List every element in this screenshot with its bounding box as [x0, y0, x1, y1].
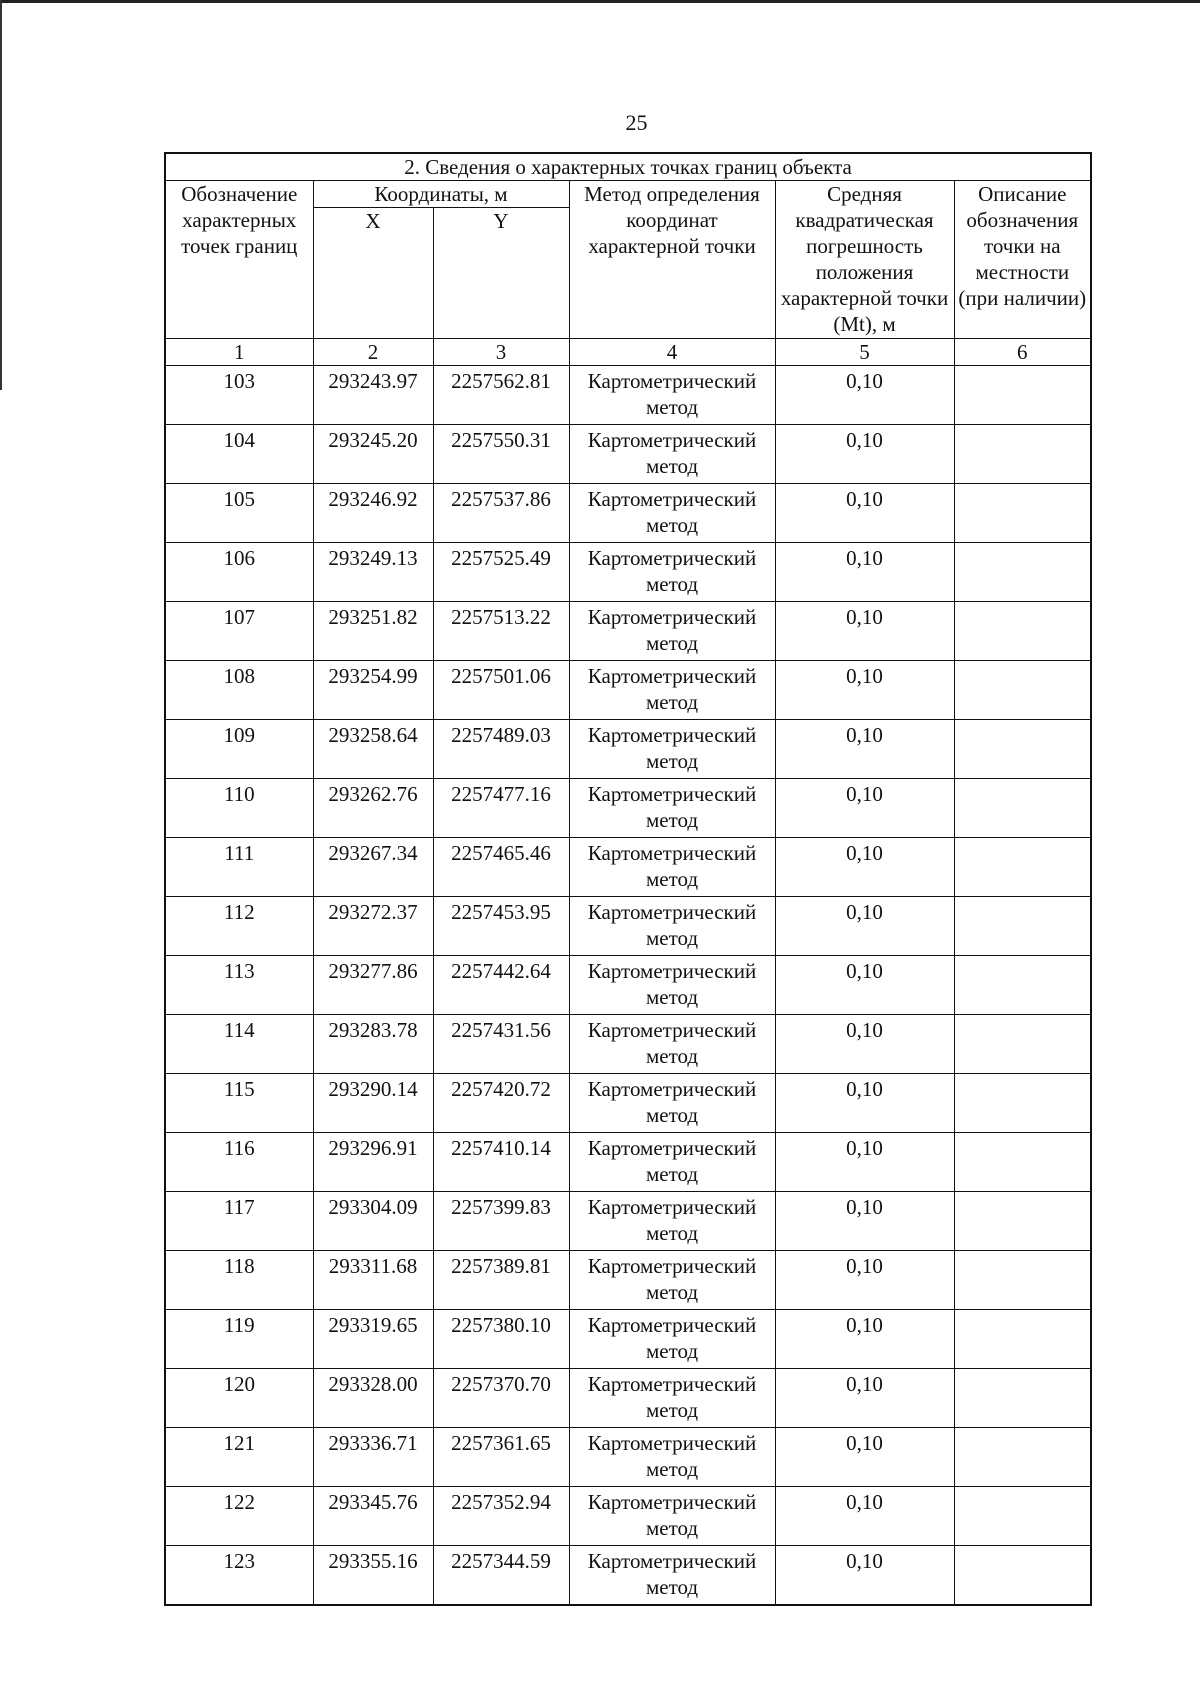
error-cell: 0,10 — [775, 897, 954, 956]
x-coordinate-cell: 293355.16 — [313, 1546, 433, 1606]
point-cell: 119 — [165, 1310, 313, 1369]
method-cell: Картометрический метод — [569, 779, 775, 838]
description-cell — [954, 366, 1091, 425]
y-coordinate-cell: 2257352.94 — [433, 1487, 569, 1546]
description-cell — [954, 1369, 1091, 1428]
method-cell: Картометрический метод — [569, 1133, 775, 1192]
x-coordinate-cell: 293304.09 — [313, 1192, 433, 1251]
description-cell — [954, 720, 1091, 779]
table-row — [165, 1074, 1091, 1133]
method-cell: Картометрический метод — [569, 956, 775, 1015]
x-coordinate-cell: 293251.82 — [313, 602, 433, 661]
point-cell: 106 — [165, 543, 313, 602]
y-coordinate-cell: 2257477.16 — [433, 779, 569, 838]
boundary-points-table — [164, 152, 1092, 1606]
header-point: Обозначение характерных точек границ — [165, 181, 313, 339]
error-cell: 0,10 — [775, 779, 954, 838]
description-cell — [954, 1546, 1091, 1606]
description-cell — [954, 1428, 1091, 1487]
method-cell: Картометрический метод — [569, 425, 775, 484]
y-coordinate-cell: 2257420.72 — [433, 1074, 569, 1133]
y-coordinate-cell: 2257501.06 — [433, 661, 569, 720]
column-number: 2 — [313, 339, 433, 366]
column-number: 1 — [165, 339, 313, 366]
table-row — [165, 1251, 1091, 1310]
description-cell — [954, 1310, 1091, 1369]
x-coordinate-cell: 293283.78 — [313, 1015, 433, 1074]
method-cell: Картометрический метод — [569, 1546, 775, 1606]
method-cell: Картометрический метод — [569, 366, 775, 425]
y-coordinate-cell: 2257361.65 — [433, 1428, 569, 1487]
description-cell — [954, 838, 1091, 897]
method-cell: Картометрический метод — [569, 661, 775, 720]
point-cell: 118 — [165, 1251, 313, 1310]
y-coordinate-cell: 2257513.22 — [433, 602, 569, 661]
x-coordinate-cell: 293243.97 — [313, 366, 433, 425]
method-cell: Картометрический метод — [569, 1369, 775, 1428]
error-cell: 0,10 — [775, 1015, 954, 1074]
x-coordinate-cell: 293245.20 — [313, 425, 433, 484]
error-cell: 0,10 — [775, 366, 954, 425]
y-coordinate-cell: 2257442.64 — [433, 956, 569, 1015]
x-coordinate-cell: 293319.65 — [313, 1310, 433, 1369]
method-cell: Картометрический метод — [569, 1015, 775, 1074]
method-cell: Картометрический метод — [569, 1251, 775, 1310]
method-cell: Картометрический метод — [569, 1487, 775, 1546]
x-coordinate-cell: 293267.34 — [313, 838, 433, 897]
column-number: 4 — [569, 339, 775, 366]
point-cell: 114 — [165, 1015, 313, 1074]
method-cell: Картометрический метод — [569, 1428, 775, 1487]
error-cell: 0,10 — [775, 1133, 954, 1192]
x-coordinate-cell: 293296.91 — [313, 1133, 433, 1192]
x-coordinate-cell: 293258.64 — [313, 720, 433, 779]
table-row — [165, 1369, 1091, 1428]
header-description: Описание обозначения точки на местности (при наличии) — [954, 181, 1091, 339]
description-cell — [954, 1192, 1091, 1251]
point-cell: 113 — [165, 956, 313, 1015]
header-method: Метод определения координат характерной точки — [569, 181, 775, 339]
error-cell: 0,10 — [775, 543, 954, 602]
y-coordinate-cell: 2257537.86 — [433, 484, 569, 543]
point-cell: 123 — [165, 1546, 313, 1606]
point-cell: 108 — [165, 661, 313, 720]
error-cell: 0,10 — [775, 838, 954, 897]
description-cell — [954, 602, 1091, 661]
error-cell: 0,10 — [775, 1546, 954, 1606]
y-coordinate-cell: 2257410.14 — [433, 1133, 569, 1192]
point-cell: 107 — [165, 602, 313, 661]
y-coordinate-cell: 2257550.31 — [433, 425, 569, 484]
description-cell — [954, 425, 1091, 484]
description-cell — [954, 897, 1091, 956]
table-row — [165, 543, 1091, 602]
column-number: 3 — [433, 339, 569, 366]
scan-border-top — [0, 0, 1200, 3]
page-number: 25 — [625, 110, 648, 135]
header-coords: Координаты, м — [313, 181, 569, 208]
method-cell: Картометрический метод — [569, 897, 775, 956]
point-cell: 111 — [165, 838, 313, 897]
table-row — [165, 1192, 1091, 1251]
description-cell — [954, 779, 1091, 838]
header-y: Y — [433, 208, 569, 339]
error-cell: 0,10 — [775, 1428, 954, 1487]
description-cell — [954, 661, 1091, 720]
description-cell — [954, 543, 1091, 602]
description-cell — [954, 1015, 1091, 1074]
point-cell: 103 — [165, 366, 313, 425]
description-cell — [954, 484, 1091, 543]
point-cell: 116 — [165, 1133, 313, 1192]
x-coordinate-cell: 293249.13 — [313, 543, 433, 602]
point-cell: 112 — [165, 897, 313, 956]
x-coordinate-cell: 293290.14 — [313, 1074, 433, 1133]
table-row — [165, 1546, 1091, 1606]
y-coordinate-cell: 2257389.81 — [433, 1251, 569, 1310]
x-coordinate-cell: 293336.71 — [313, 1428, 433, 1487]
point-cell: 115 — [165, 1074, 313, 1133]
method-cell: Картометрический метод — [569, 838, 775, 897]
table-row — [165, 1487, 1091, 1546]
y-coordinate-cell: 2257465.46 — [433, 838, 569, 897]
x-coordinate-cell: 293328.00 — [313, 1369, 433, 1428]
table-row — [165, 779, 1091, 838]
header-x: X — [313, 208, 433, 339]
column-number: 6 — [954, 339, 1091, 366]
x-coordinate-cell: 293262.76 — [313, 779, 433, 838]
y-coordinate-cell: 2257370.70 — [433, 1369, 569, 1428]
error-cell: 0,10 — [775, 1369, 954, 1428]
method-cell: Картометрический метод — [569, 1192, 775, 1251]
y-coordinate-cell: 2257489.03 — [433, 720, 569, 779]
y-coordinate-cell: 2257380.10 — [433, 1310, 569, 1369]
point-cell: 109 — [165, 720, 313, 779]
table-row — [165, 425, 1091, 484]
method-cell: Картометрический метод — [569, 720, 775, 779]
point-cell: 120 — [165, 1369, 313, 1428]
table-row — [165, 366, 1091, 425]
point-cell: 110 — [165, 779, 313, 838]
table-row — [165, 484, 1091, 543]
point-cell: 121 — [165, 1428, 313, 1487]
error-cell: 0,10 — [775, 956, 954, 1015]
y-coordinate-cell: 2257453.95 — [433, 897, 569, 956]
x-coordinate-cell: 293246.92 — [313, 484, 433, 543]
x-coordinate-cell: 293311.68 — [313, 1251, 433, 1310]
method-cell: Картометрический метод — [569, 484, 775, 543]
point-cell: 122 — [165, 1487, 313, 1546]
table-row — [165, 1015, 1091, 1074]
header-error: Средняя квадратическая погрешность положения характерной точки (Mt), м — [775, 181, 954, 339]
column-number: 5 — [775, 339, 954, 366]
method-cell: Картометрический метод — [569, 1074, 775, 1133]
error-cell: 0,10 — [775, 661, 954, 720]
y-coordinate-cell: 2257525.49 — [433, 543, 569, 602]
error-cell: 0,10 — [775, 720, 954, 779]
error-cell: 0,10 — [775, 1074, 954, 1133]
x-coordinate-cell: 293345.76 — [313, 1487, 433, 1546]
description-cell — [954, 1487, 1091, 1546]
table-row — [165, 720, 1091, 779]
error-cell: 0,10 — [775, 1310, 954, 1369]
method-cell: Картометрический метод — [569, 602, 775, 661]
error-cell: 0,10 — [775, 1487, 954, 1546]
point-cell: 104 — [165, 425, 313, 484]
error-cell: 0,10 — [775, 602, 954, 661]
error-cell: 0,10 — [775, 484, 954, 543]
error-cell: 0,10 — [775, 1192, 954, 1251]
description-cell — [954, 956, 1091, 1015]
table-caption: 2. Сведения о характерных точках границ объекта — [165, 153, 1091, 181]
error-cell: 0,10 — [775, 1251, 954, 1310]
x-coordinate-cell: 293277.86 — [313, 956, 433, 1015]
y-coordinate-cell: 2257562.81 — [433, 366, 569, 425]
y-coordinate-cell: 2257431.56 — [433, 1015, 569, 1074]
method-cell: Картометрический метод — [569, 1310, 775, 1369]
y-coordinate-cell: 2257399.83 — [433, 1192, 569, 1251]
x-coordinate-cell: 293272.37 — [313, 897, 433, 956]
table-row — [165, 1133, 1091, 1192]
table-row — [165, 956, 1091, 1015]
point-cell: 105 — [165, 484, 313, 543]
scan-border-left — [0, 0, 2, 390]
description-cell — [954, 1251, 1091, 1310]
description-cell — [954, 1133, 1091, 1192]
method-cell: Картометрический метод — [569, 543, 775, 602]
table-row — [165, 897, 1091, 956]
table-row — [165, 661, 1091, 720]
table-row — [165, 1310, 1091, 1369]
x-coordinate-cell: 293254.99 — [313, 661, 433, 720]
error-cell: 0,10 — [775, 425, 954, 484]
point-cell: 117 — [165, 1192, 313, 1251]
y-coordinate-cell: 2257344.59 — [433, 1546, 569, 1606]
table-row — [165, 602, 1091, 661]
table-row — [165, 1428, 1091, 1487]
description-cell — [954, 1074, 1091, 1133]
table-row — [165, 838, 1091, 897]
